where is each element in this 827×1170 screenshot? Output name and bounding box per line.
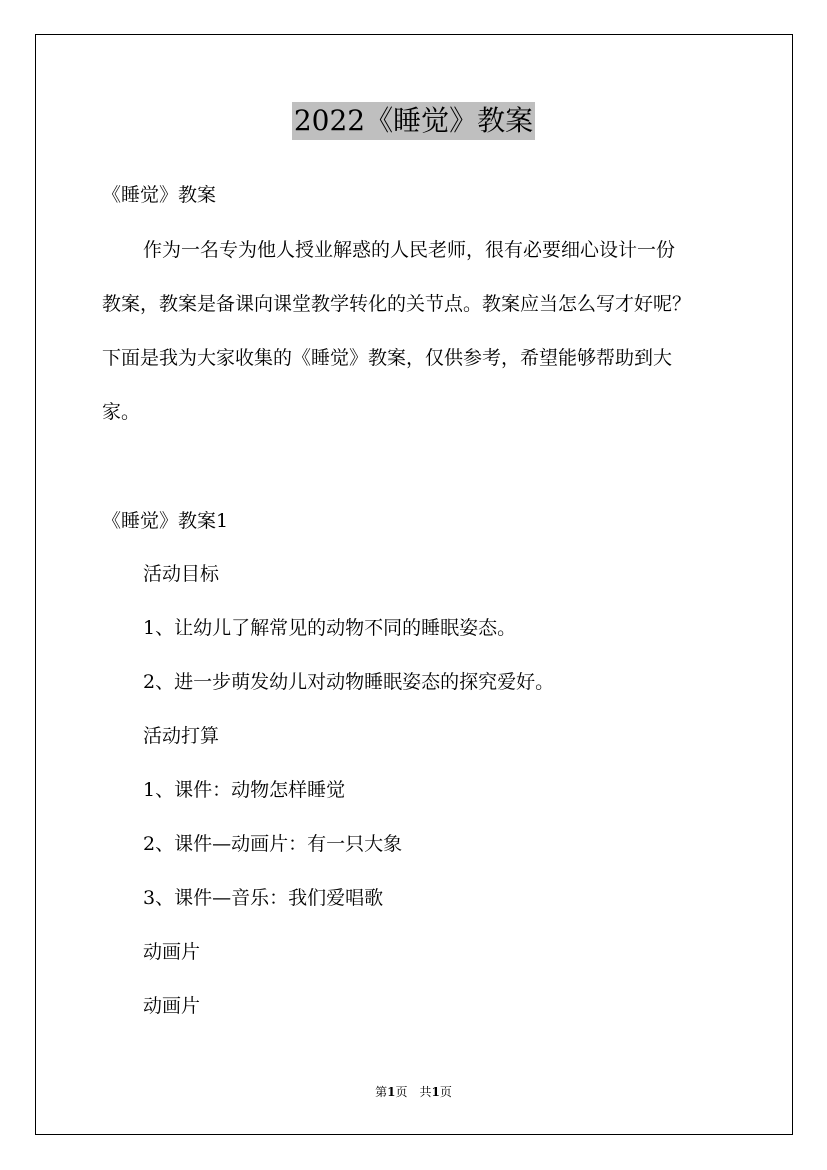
page-footer	[0, 1083, 827, 1101]
body-line: 1、让幼儿了解常见的动物不同的睡眠姿态。	[143, 617, 517, 639]
body-line: 2、进一步萌发幼儿对动物睡眠姿态的探究爱好。	[143, 671, 555, 693]
footer-total-pages: 1	[431, 1085, 440, 1099]
body-line: 1、课件：动物怎样睡觉	[143, 779, 346, 801]
body-line: 活动打算	[143, 725, 220, 747]
footer-prefix: 第	[375, 1085, 388, 1099]
document-title-wrapper	[0, 102, 827, 140]
document-title: 2022《睡觉》教案	[292, 102, 535, 140]
intro-line: 教案，教案是备课向课堂教学转化的关节点。教案应当怎么写才好呢？	[102, 293, 692, 315]
intro-line: 下面是我为大家收集的《睡觉》教案，仅供参考，希望能够帮助到大	[102, 347, 673, 369]
intro-line: 作为一名专为他人授业解惑的人民老师，很有必要细心设计一份	[143, 239, 676, 261]
body-line: 动画片	[143, 995, 201, 1017]
subtitle: 《睡觉》教案	[102, 184, 217, 206]
body-line: 3、课件—音乐：我们爱唱歌	[143, 887, 384, 909]
body-line: 2、课件—动画片：有一只大象	[143, 833, 403, 855]
footer-suffix: 页	[439, 1085, 452, 1099]
body-line: 活动目标	[143, 563, 220, 585]
body-line: 动画片	[143, 941, 201, 963]
section-heading: 《睡觉》教案1	[102, 510, 229, 532]
footer-mid: 页 共	[395, 1085, 432, 1099]
intro-line: 家。	[102, 401, 141, 423]
footer-page-number: 1	[387, 1085, 396, 1099]
